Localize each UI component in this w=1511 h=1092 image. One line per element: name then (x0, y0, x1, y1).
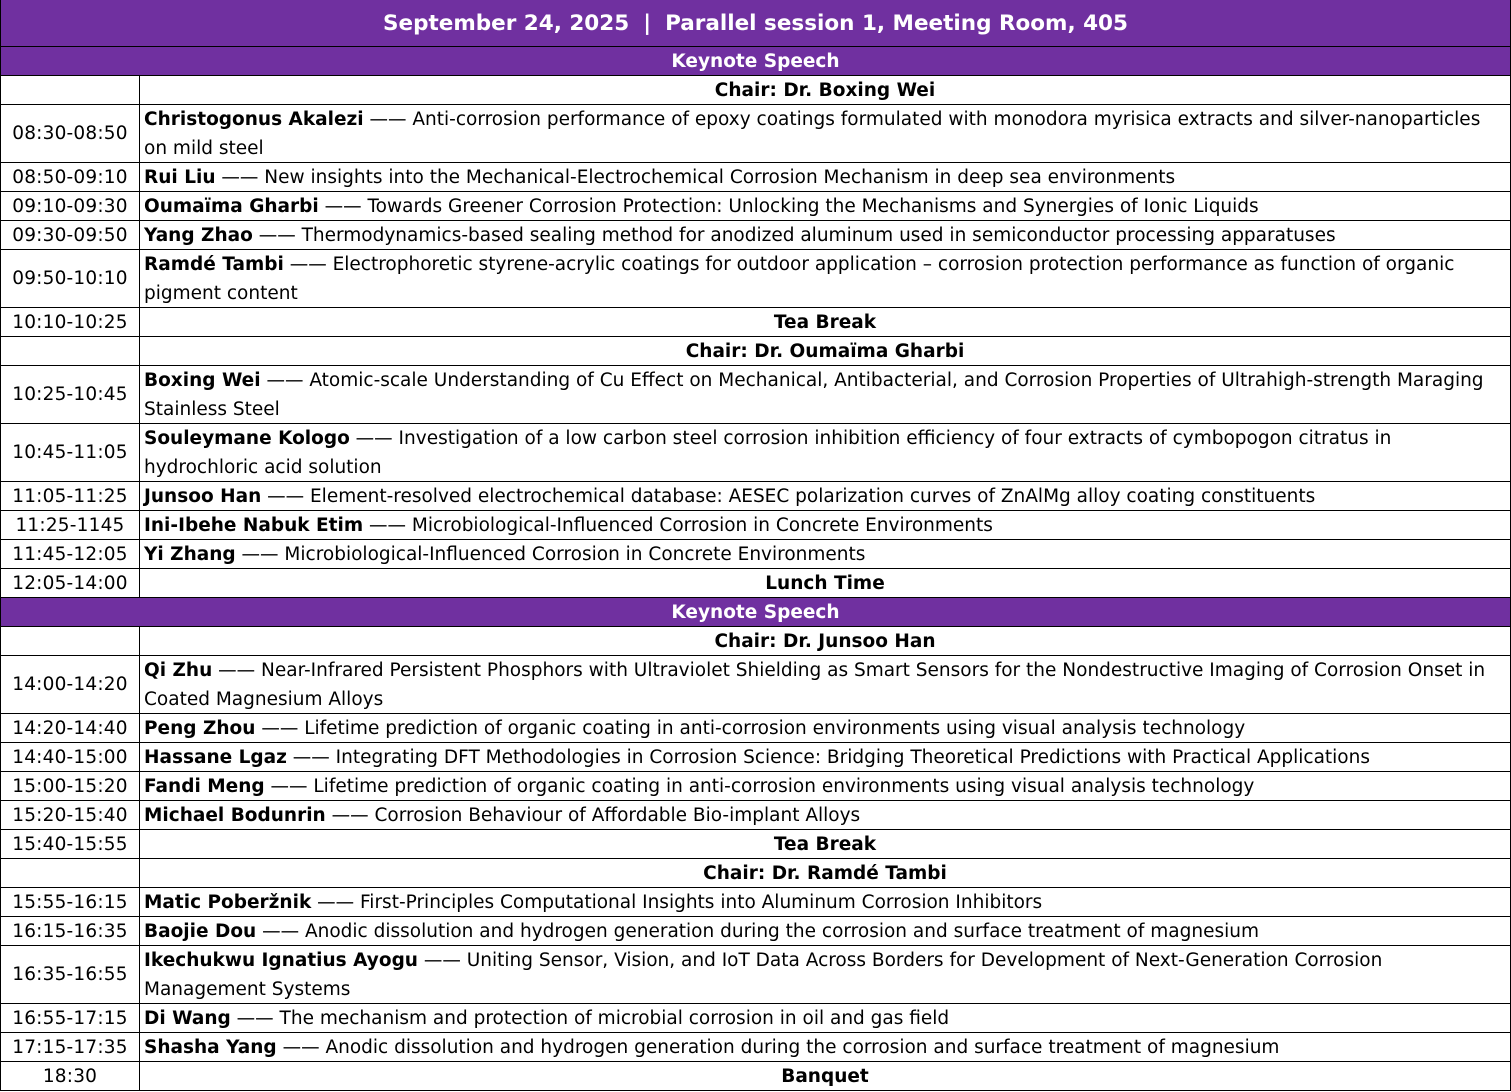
time-cell: 15:40-15:55 (1, 830, 140, 858)
time-cell: 16:55-17:15 (1, 1004, 140, 1032)
speaker-name: Rui Liu (144, 167, 216, 188)
talk-title: —— First-Principles Computational Insights into Aluminum Corrosion Inhibitors (311, 892, 1043, 913)
time-cell: 11:45-12:05 (1, 540, 140, 568)
speaker-name: Baojie Dou (144, 921, 257, 942)
speaker-name: Michael Bodunrin (144, 805, 326, 826)
talk-cell (140, 888, 1510, 916)
talk-cell (140, 482, 1510, 510)
chair-label: Chair: Dr. Boxing Wei (714, 79, 936, 101)
break-label: Banquet (781, 1065, 869, 1087)
talk-row (1, 743, 1510, 772)
time-cell: 09:10-09:30 (1, 192, 140, 220)
speaker-name: Matic Poberžnik (144, 892, 312, 913)
time-cell (1, 337, 140, 365)
speaker-name: Ini-Ibehe Nabuk Etim (144, 515, 364, 536)
talk-cell (140, 192, 1510, 220)
speaker-name: Souleymane Kologo (144, 428, 350, 449)
schedule-rows (1, 47, 1510, 1091)
header-separator: | (643, 10, 652, 36)
speaker-name: Yang Zhao (144, 225, 253, 246)
keynote-banner: Keynote Speech (1, 47, 1510, 76)
speaker-name: Fandi Meng (144, 776, 265, 797)
chair-row (1, 337, 1510, 366)
talk-row (1, 1004, 1510, 1033)
talk-title: —— Microbiological-Influenced Corrosion in Concrete Environments (363, 515, 993, 536)
speaker-name: Hassane Lgaz (144, 747, 287, 768)
speaker-name: Christogonus Akalezi (144, 109, 364, 130)
talk-title: —— Element-resolved electrochemical database: AESEC polarization curves of ZnAlMg alloy coating constituents (261, 486, 1316, 507)
talk-title: —— Uniting Sensor, Vision, and IoT Data Across Borders for Development of Next-Generation Corrosion Management Systems (144, 950, 1383, 1000)
time-cell: 17:15-17:35 (1, 1033, 140, 1061)
talk-title: —— Anodic dissolution and hydrogen generation during the corrosion and surface treatment of magnesium (256, 921, 1259, 942)
time-cell: 18:30 (1, 1062, 140, 1090)
talk-title: —— Electrophoretic styrene-acrylic coatings for outdoor application – corrosion protection performance as function of organic pigment content (144, 254, 1455, 304)
chair-row (1, 76, 1510, 105)
time-cell: 11:05-11:25 (1, 482, 140, 510)
chair-label: Chair: Dr. Oumaïma Gharbi (685, 340, 965, 362)
talk-title: —— Atomic-scale Understanding of Cu Effect on Mechanical, Antibacterial, and Corrosion Properties of Ultrahigh-strength Maraging Stainless Steel (144, 370, 1484, 420)
talk-row (1, 482, 1510, 511)
talk-row (1, 424, 1510, 482)
time-cell: 15:55-16:15 (1, 888, 140, 916)
time-cell (1, 859, 140, 887)
time-cell: 08:50-09:10 (1, 163, 140, 191)
speaker-name: Peng Zhou (144, 718, 256, 739)
speaker-name: Boxing Wei (144, 370, 261, 391)
talk-cell (140, 511, 1510, 539)
talk-cell (140, 946, 1510, 1003)
talk-cell (140, 250, 1510, 307)
time-cell: 14:40-15:00 (1, 743, 140, 771)
session-room: Parallel session 1, Meeting Room, 405 (665, 10, 1128, 36)
time-cell: 15:20-15:40 (1, 801, 140, 829)
talk-row (1, 801, 1510, 830)
chair-label: Chair: Dr. Junsoo Han (714, 630, 936, 652)
time-cell: 09:30-09:50 (1, 221, 140, 249)
break-row (1, 830, 1510, 859)
talk-row (1, 714, 1510, 743)
time-cell: 10:25-10:45 (1, 366, 140, 423)
talk-row (1, 511, 1510, 540)
session-header (1, 0, 1510, 47)
keynote-banner: Keynote Speech (1, 598, 1510, 627)
talk-row (1, 192, 1510, 221)
talk-row (1, 221, 1510, 250)
talk-cell (140, 772, 1510, 800)
break-row (1, 569, 1510, 598)
talk-row (1, 656, 1510, 714)
talk-title: —— Near-Infrared Persistent Phosphors with Ultraviolet Shielding as Smart Sensors for the Nondestructive Imaging of Corrosion Onset in Coated Magnesium Alloys (144, 660, 1486, 710)
talk-cell (140, 1004, 1510, 1032)
talk-cell (140, 917, 1510, 945)
speaker-name: Shasha Yang (144, 1037, 277, 1058)
talk-title: —— Microbiological-Influenced Corrosion in Concrete Environments (235, 544, 866, 565)
chair-label: Chair: Dr. Ramdé Tambi (703, 862, 947, 884)
talk-cell (140, 105, 1510, 162)
talk-cell (140, 221, 1510, 249)
time-cell: 10:45-11:05 (1, 424, 140, 481)
time-cell: 14:20-14:40 (1, 714, 140, 742)
talk-title: —— New insights into the Mechanical-Electrochemical Corrosion Mechanism in deep sea environments (215, 167, 1176, 188)
talk-cell (140, 801, 1510, 829)
time-cell: 10:10-10:25 (1, 308, 140, 336)
time-cell: 15:00-15:20 (1, 772, 140, 800)
talk-cell (140, 1033, 1510, 1061)
time-cell: 14:00-14:20 (1, 656, 140, 713)
talk-title: —— Corrosion Behaviour of Affordable Bio-implant Alloys (325, 805, 861, 826)
break-label: Lunch Time (765, 572, 885, 594)
talk-row (1, 163, 1510, 192)
talk-cell (140, 424, 1510, 481)
talk-title: —— Lifetime prediction of organic coating in anti-corrosion environments using visual analysis technology (255, 718, 1246, 739)
talk-cell (140, 366, 1510, 423)
talk-row (1, 366, 1510, 424)
talk-row (1, 105, 1510, 163)
talk-title: —— Anodic dissolution and hydrogen generation during the corrosion and surface treatment of magnesium (276, 1037, 1280, 1058)
talk-row (1, 1033, 1510, 1062)
time-cell: 09:50-10:10 (1, 250, 140, 307)
speaker-name: Oumaïma Gharbi (144, 196, 319, 217)
talk-title: —— Lifetime prediction of organic coating in anti-corrosion environments using visual analysis technology (264, 776, 1255, 797)
talk-cell (140, 714, 1510, 742)
speaker-name: Qi Zhu (144, 660, 213, 681)
talk-title: —— Anti-corrosion performance of epoxy coatings formulated with monodora myrisica extracts and silver-nanoparticles on mild steel (144, 109, 1481, 159)
time-cell: 08:30-08:50 (1, 105, 140, 162)
talk-row (1, 946, 1510, 1004)
speaker-name: Yi Zhang (144, 544, 236, 565)
time-cell: 12:05-14:00 (1, 569, 140, 597)
talk-title: —— Investigation of a low carbon steel corrosion inhibition efficiency of four extracts of cymbopogon citratus in hydrochloric acid solution (144, 428, 1392, 478)
time-cell: 11:25-1145 (1, 511, 140, 539)
talk-title: —— Integrating DFT Methodologies in Corrosion Science: Bridging Theoretical Predictions with Practical Applications (286, 747, 1370, 768)
break-label: Tea Break (773, 833, 877, 855)
time-cell (1, 627, 140, 655)
break-row (1, 308, 1510, 337)
talk-cell (140, 743, 1510, 771)
time-cell (1, 76, 140, 104)
time-cell: 16:15-16:35 (1, 917, 140, 945)
break-label: Tea Break (773, 311, 877, 333)
break-row (1, 1062, 1510, 1091)
session-date: September 24, 2025 (383, 10, 630, 36)
speaker-name: Di Wang (144, 1008, 231, 1029)
speaker-name: Junsoo Han (144, 486, 262, 507)
talk-row (1, 888, 1510, 917)
talk-row (1, 540, 1510, 569)
speaker-name: Ramdé Tambi (144, 254, 284, 275)
speaker-name: Ikechukwu Ignatius Ayogu (144, 950, 418, 971)
chair-row (1, 627, 1510, 656)
talk-cell (140, 656, 1510, 713)
talk-row (1, 772, 1510, 801)
chair-row (1, 859, 1510, 888)
time-cell: 16:35-16:55 (1, 946, 140, 1003)
talk-row (1, 917, 1510, 946)
talk-title: —— The mechanism and protection of microbial corrosion in oil and gas field (230, 1008, 950, 1029)
talk-title: —— Towards Greener Corrosion Protection: Unlocking the Mechanisms and Synergies of Ionic Liquids (318, 196, 1259, 217)
talk-row (1, 250, 1510, 308)
talk-cell (140, 540, 1510, 568)
talk-cell (140, 163, 1510, 191)
talk-title: —— Thermodynamics-based sealing method for anodized aluminum used in semiconductor processing apparatuses (252, 225, 1336, 246)
